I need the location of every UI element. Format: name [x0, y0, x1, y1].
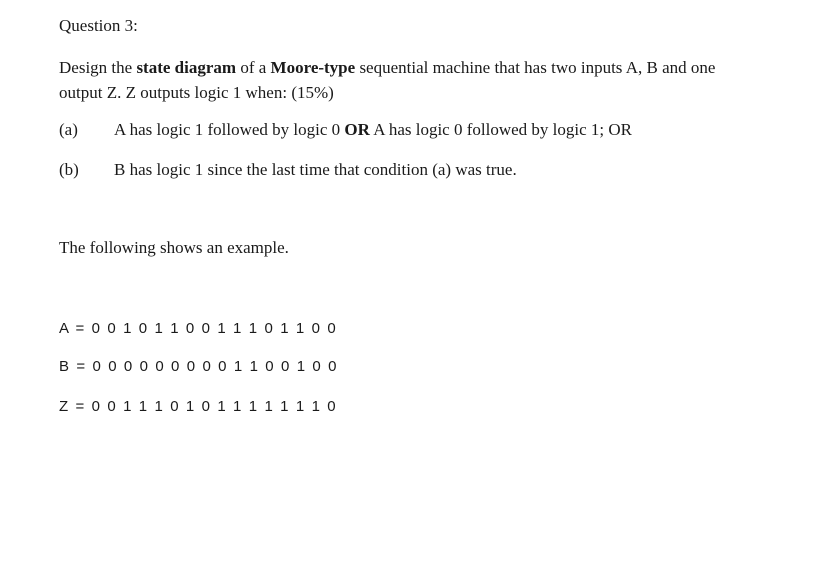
condition-b	[59, 158, 517, 182]
condition-b-label: (b)	[59, 160, 79, 179]
condition-a-text: A has logic 1 followed by logic 0 OR A has logic 0 followed by logic 1; OR	[114, 120, 632, 139]
question-intro	[59, 55, 779, 105]
condition-a-bold-or: OR	[344, 120, 370, 139]
condition-a	[59, 118, 632, 142]
intro-text: sequential machine that has two inputs A, B and one	[355, 58, 716, 77]
intro-text: of a	[236, 58, 271, 77]
question-title: Question 3:	[59, 16, 138, 35]
intro-line-2: output Z. Z outputs logic 1 when: (15%)	[59, 83, 334, 102]
sequence-b: B = 0 0 0 0 0 0 0 0 0 1 1 0 0 1 0 0	[59, 358, 339, 375]
intro-line-1	[59, 55, 779, 80]
intro-bold-moore-type: Moore-type	[270, 58, 356, 77]
intro-bold-state-diagram: state diagram	[136, 58, 237, 77]
intro-text: Design the	[59, 58, 137, 77]
sequence-z: Z = 0 0 1 1 1 0 1 0 1 1 1 1 1 1 1 0	[59, 398, 338, 415]
example-intro: The following shows an example.	[59, 238, 289, 257]
condition-a-label: (a)	[59, 120, 78, 139]
condition-b-text: B has logic 1 since the last time that condition (a) was true.	[114, 160, 517, 179]
sequence-a: A = 0 0 1 0 1 1 0 0 1 1 1 0 1 1 0 0	[59, 320, 338, 337]
